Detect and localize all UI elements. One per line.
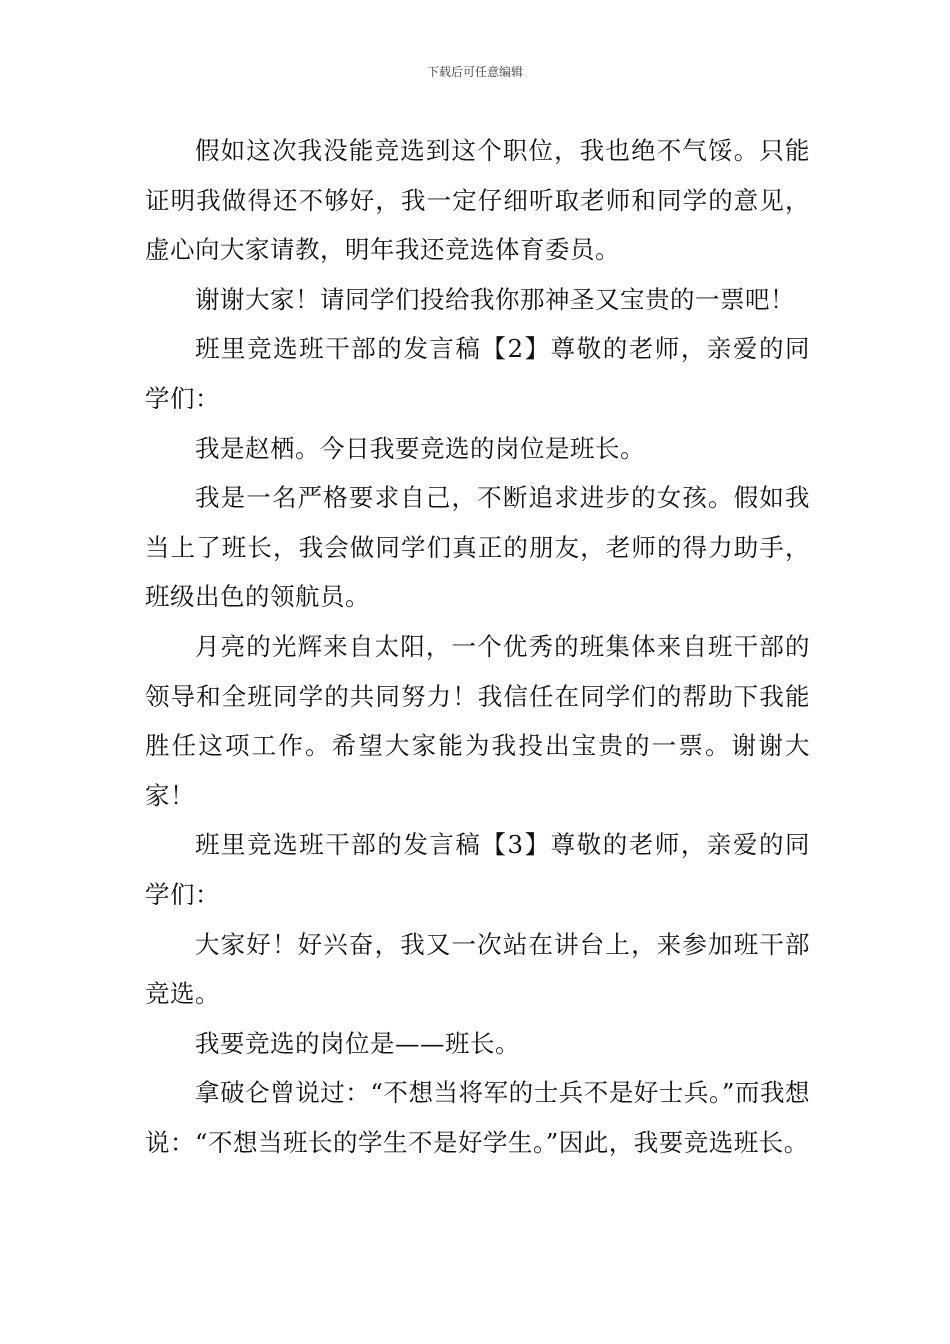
paragraph: 谢谢大家！请同学们投给我你那神圣又宝贵的一票吧！: [195, 284, 795, 314]
paragraph: 我要竞选的岗位是——班长。: [195, 1028, 520, 1058]
paragraph: 月亮的光辉来自太阳，一个优秀的班集体来自班干部的领导和全班同学的共同努力！我信任在同学们的帮助下我能胜任这项工作。希望大家能为我投出宝贵的一票。谢谢大家！: [145, 631, 810, 810]
paragraph: 班里竞选班干部的发言稿【2】尊敬的老师，亲爱的同学们：: [145, 334, 810, 413]
paragraph: 拿破仑曾说过：“不想当将军的士兵不是好士兵。”而我想说：“不想当班长的学生不是好学生。”因此，我要竞选班长。: [145, 1078, 810, 1157]
document-body: [145, 126, 810, 1167]
paragraph: 假如这次我没能竞选到这个职位，我也绝不气馁。只能证明我做得还不够好，我一定仔细听取老师和同学的意见，虚心向大家请教，明年我还竞选体育委员。: [145, 136, 810, 265]
page-header-note: 下载后可任意编辑: [426, 65, 523, 79]
paragraph: 班里竞选班干部的发言稿【3】尊敬的老师，亲爱的同学们：: [145, 830, 810, 909]
paragraph: 大家好！好兴奋，我又一次站在讲台上，来参加班干部竞选。: [145, 929, 810, 1009]
paragraph: 我是一名严格要求自己，不断追求进步的女孩。假如我当上了班长，我会做同学们真正的朋友，老师的得力助手，班级出色的领航员。: [145, 483, 810, 612]
paragraph: 我是赵栖。今日我要竞选的岗位是班长。: [195, 433, 645, 463]
